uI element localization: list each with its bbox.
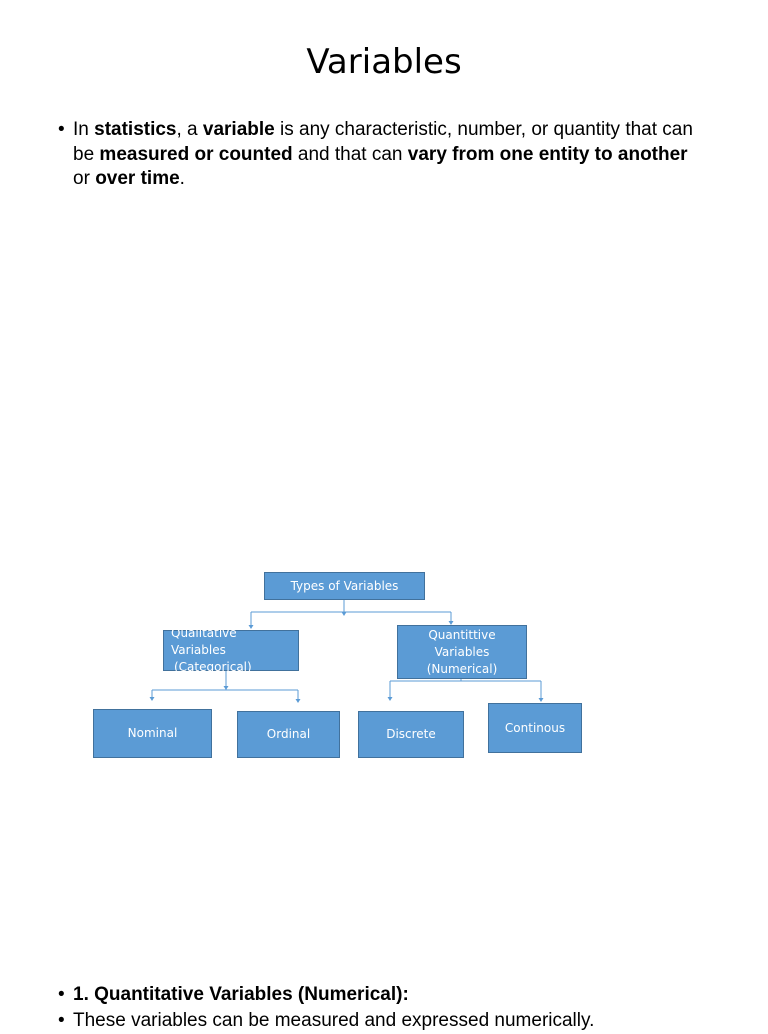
arrowhead-continuous xyxy=(539,698,544,702)
definition-bold-vary: vary from one entity to another xyxy=(407,143,688,165)
quantitative-heading: 1. Quantitative Variables (Numerical): xyxy=(73,984,409,1005)
node-label-line: (Categorical) xyxy=(174,660,252,674)
quantitative-heading-bullet xyxy=(58,983,708,1008)
node-label: Continous xyxy=(504,720,566,735)
arrowhead-root xyxy=(342,612,347,616)
node-label-line: Qualitative Variables xyxy=(171,626,237,657)
node-label: Nominal xyxy=(127,726,178,740)
node-types-of-variables xyxy=(264,572,425,600)
definition-text-part: . xyxy=(179,168,185,189)
node-label-line: Variables xyxy=(434,644,490,659)
arrowhead-nominal xyxy=(150,697,155,701)
node-label xyxy=(171,625,292,676)
node-label xyxy=(427,627,498,678)
node-qualitative-variables xyxy=(163,626,299,674)
node-label: Discrete xyxy=(386,727,436,741)
definition-bold-measured: measured or counted xyxy=(99,143,293,165)
node-label: Ordinal xyxy=(266,727,311,741)
definition-text-part: , a xyxy=(176,119,203,140)
node-nominal xyxy=(93,709,212,758)
node-label-line: Quantittive xyxy=(428,627,496,642)
node-discrete xyxy=(358,711,464,758)
node-label-line: (Numerical) xyxy=(426,661,498,676)
slide-title: Variables xyxy=(306,42,462,82)
definition-bold-statistics: statistics xyxy=(94,119,177,140)
bullet-marker: • xyxy=(58,119,65,140)
node-quantitative-variables xyxy=(397,625,527,679)
definition-text xyxy=(73,118,708,192)
arrowhead-ordinal xyxy=(296,699,301,703)
definition-bold-over-time: over time xyxy=(95,168,180,189)
bullet-marker: • xyxy=(58,1010,65,1031)
arrowhead-qualitative-mid xyxy=(224,686,229,690)
definition-text-part: In xyxy=(73,119,95,140)
definition-text-part: is any characteristic, number, or quantity that can be xyxy=(73,119,693,165)
arrowhead-discrete xyxy=(388,697,393,701)
node-label: Types of Variables xyxy=(290,578,399,593)
definition-text-part: or xyxy=(73,168,96,189)
definition-text-part: and that can xyxy=(292,143,408,165)
bullet-marker: • xyxy=(58,984,65,1005)
quantitative-description-bullet xyxy=(58,1009,708,1034)
node-continuous xyxy=(488,703,582,753)
quantitative-description: These variables can be measured and expressed numerically. xyxy=(73,1010,595,1031)
definition-bullet xyxy=(58,118,708,192)
node-ordinal xyxy=(237,711,340,758)
definition-bold-variable: variable xyxy=(202,119,275,140)
